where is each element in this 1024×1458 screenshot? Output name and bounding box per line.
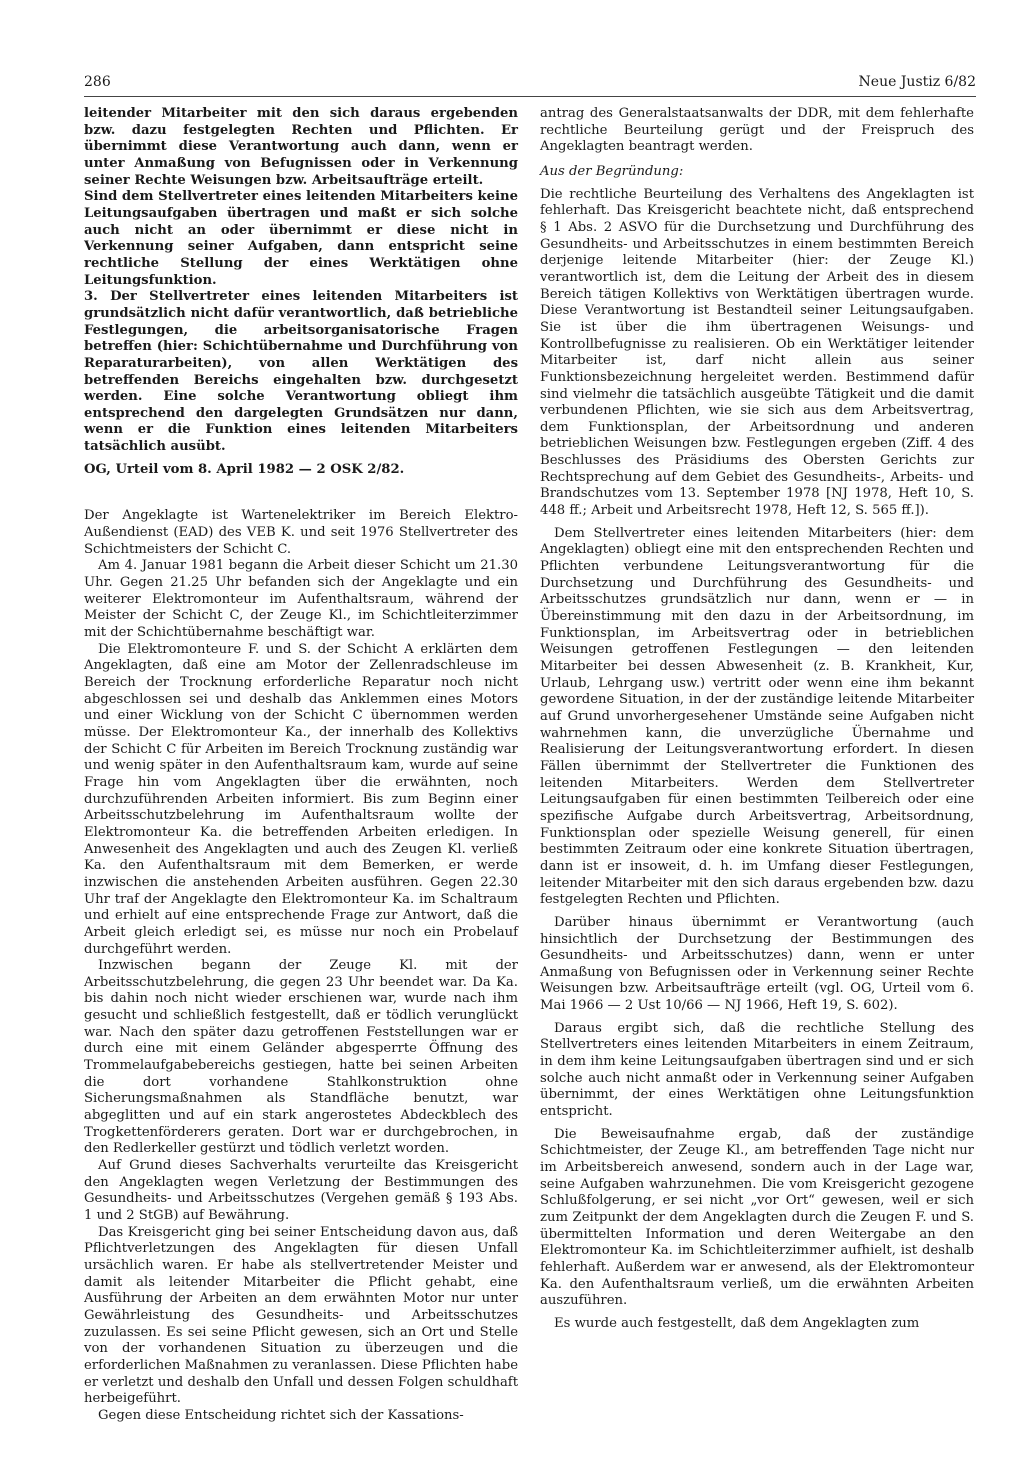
section-subheading: Aus der Begründung: [540, 163, 684, 179]
journal-issue: Neue Justiz 6/82 [858, 74, 976, 90]
body-paragraph: Der Angeklagte ist Wartenelektriker im Bereich Elektro-Außendienst (EAD) des VEB K. und seit 1976 Stellvertreter des Schichtmeisters der Schicht C. [84, 508, 518, 557]
body-paragraph: Gegen diese Entscheidung richtet sich der Kassations- [98, 1407, 464, 1423]
body-paragraph: Darüber hinaus übernimmt er Verantwortung (auch hinsichtlich der Durchsetzung der Bestimmungen des Gesundheits- und Arbeitsschutzes) dann, wenn er unter Anmaßung von Befugnissen oder in Verkennung seiner Rechte Weisungen bzw. Arbeitsaufträge erteilt (vgl. OG, Urteil vom 6. Mai 1966 — 2 Ust 10/66 — NJ 1966, Heft 19, S. 602). [540, 914, 974, 1014]
body-paragraph: Dem Stellvertreter eines leitenden Mitarbeiters (hier: dem Angeklagten) obliegt eine mit den entsprechenden Rechten und Pflichten verbundene Leitungsverantwortung für die Durchsetzung und Durchführung des Gesundheits- und Arbeitsschutzes grundsätzlich nur dann, wenn er — in Übereinstimmung mit den dazu in der Arbeitsordnung, im Funktionsplan, im Arbeitsvertrag oder in betrieblichen Weisungen getroffenen Festlegungen — den leitenden Mitarbeiter bei dessen Abwesenheit (z. B. Krankheit, Kur, Urlaub, Lehrgang usw.) vertritt oder wenn eine ihm bekannt gewordene Situation, in der der zuständige leitende Mitarbeiter auf Grund unvorhergesehener Umstände seine Aufgaben nicht wahrnehmen kann, die unverzügliche Übernahme und Realisierung der Leitungsverantwortung erfordert. In diesen Fällen übernimmt der Stellvertreter die Funktionen des leitenden Mitarbeiters. Werden dem Stellvertreter Leitungsaufgaben für einen bestimmten Teilbereich oder eine spezifische Aufgabe durch Arbeitsvertrag, Arbeitsordnung, Funktionsplan oder spezielle Weisung generell, für einen bestimmten Zeitraum oder eine konkrete Situation übertragen, dann ist er insoweit, d. h. im Umfang dieser Festlegungen, leitender Mitarbeiter mit den sich daraus ergebenden bzw. dazu festgelegten Rechten und Pflichten. [540, 525, 974, 908]
headnote-paragraph: Sind dem Stellvertreter eines leitenden Mitarbeiters keine Leitungsaufgaben übertragen und maßt er sich solche auch nicht an oder übernimmt er diese nicht in Verkennung seiner Aufgaben, dann entspricht seine rechtliche Stellung der eines Werktätigen ohne Leitungsfunktion. [84, 189, 519, 288]
body-paragraph: Auf Grund dieses Sachverhalts verurteilte das Kreisgericht den Angeklagten wegen Verletzung der Bestimmungen des Gesundheits- und Arbeitsschutzes (Vergehen gemäß § 193 Abs. 1 und 2 StGB) auf Bewährung. [84, 1158, 518, 1223]
section-gap [84, 478, 518, 508]
body-paragraph: Die Beweisaufnahme ergab, daß der zuständige Schichtmeister, der Zeuge Kl., am betreffenden Tage nicht nur im Arbeitsbereich anwesend, sondern auch in der Lage war, seine Aufgaben wahrzunehmen. Die vom Kreisgericht gezogene Schlußfolgerung, er sei nicht „vor Ort“ gewesen, weil er sich zum Zeitpunkt der dem Angeklagten durch die Zeugen F. und S. übermittelten Information und deren Weitergabe an den Elektromonteur Ka. im Schichtleiterzimmer aufhielt, ist deshalb fehlerhaft. Außerdem war er anwesend, als der Elektromonteur Ka. den Aufenthaltsraum verließ, um die erwähnten Arbeiten auszuführen. [540, 1126, 974, 1309]
header-rule [84, 96, 976, 97]
facts-text [84, 508, 518, 1424]
page-header [84, 74, 976, 94]
headnote [84, 106, 518, 478]
right-column [540, 106, 974, 1333]
body-paragraph: Es wurde auch festgestellt, daß dem Angeklagten zum [554, 1315, 920, 1331]
headnote-paragraph: leitender Mitarbeiter mit den sich daraus ergebenden bzw. dazu festgelegten Rechten und Pflichten. Er übernimmt diese Verantwortung auch dann, wenn er unter Anmaßung von Befugnissen oder in Verkennung seiner Rechte Weisungen bzw. Arbeitsaufträge erteilt. [84, 106, 518, 188]
body-paragraph: Das Kreisgericht ging bei seiner Entscheidung davon aus, daß Pflichtverletzungen des Angeklagten für diesen Unfall ursächlich waren. Er habe als stellvertretender Meister und damit als leitender Mitarbeiter die Pflicht gehabt, eine Ausführung der Arbeiten an dem erwähnten Motor nur unter Gewährleistung des Gesundheits- und Arbeitsschutzes zuzulassen. Es sei seine Pflicht gewesen, sich an Ort und Stelle von der vorhandenen Situation zu überzeugen und die erforderlichen Maßnahmen zu veranlassen. Diese Pflichten habe er verletzt und deshalb den Unfall und dessen Folgen schuldhaft herbeigeführt. [84, 1224, 518, 1407]
left-column [84, 106, 518, 1425]
body-paragraph: Die Elektromonteure F. und S. der Schicht A erklärten dem Angeklagten, daß eine am Motor der Zellenradschleuse im Bereich der Trocknung erforderliche Reparatur noch nicht abgeschlossen sei und deshalb das Anklemmen eines Motors und einer Wicklung von der Schicht C übernommen werden müsse. Der Elektromonteur Ka., der innerhalb des Kollektivs der Schicht C für Arbeiten im Bereich Trocknung zuständig war und wenig später in den Aufenthaltsraum kam, wurde auf seine Frage hin vom Angeklagten über die erwähnten, noch durchzuführenden Arbeiten informiert. Bis zum Beginn einer Arbeitsschutzbelehrung im Aufenthaltsraum wollte der Elektromonteur Ka. die betreffenden Arbeiten erledigen. In Anwesenheit des Angeklagten und auch des Zeugen Kl. verließ Ka. den Aufenthaltsraum mit dem Bemerken, er werde inzwischen die anstehenden Arbeiten ausführen. Gegen 22.30 Uhr traf der Angeklagte den Elektromonteur Ka. im Schaltraum und erhielt auf eine entsprechende Frage zur Antwort, daß die Arbeit gleich erledigt sei, es müsse nur noch ein Probelauf durchgeführt werden. [84, 641, 518, 957]
case-citation: OG, Urteil vom 8. April 1982 — 2 OSK 2/82. [84, 461, 405, 477]
document-page [84, 70, 976, 1440]
body-paragraph: Inzwischen begann der Zeuge Kl. mit der Arbeitsschutzbelehrung, die gegen 23 Uhr beendet war. Da Ka. bis dahin noch nicht wieder erschienen war, wurde nach ihm gesucht und schließlich festgestellt, daß er tödlich verunglückt war. Nach den später dazu getroffenen Feststellungen war er durch eine mit einem Geländer abgesperrte Öffnung des Trommelaufgabebereichs gestiegen, hatte bei seinen Arbeiten die dort vorhandene Stahlkonstruktion ohne Sicherungsmaßnahmen als Standfläche benutzt, war abgeglitten und auf ein stark angerostetes Abdeckblech des Trogkettenförderers geraten. Dort war er durchgebrochen, in den Redlerkeller gestürzt und tödlich verletzt worden. [84, 958, 518, 1157]
reasoning-text [540, 106, 974, 1333]
page-number: 286 [84, 74, 111, 90]
body-paragraph: Daraus ergibt sich, daß die rechtliche Stellung des Stellvertreters eines leitenden Mitarbeiters in einem Zeitraum, in dem ihm keine Leitungsaufgaben übertragen sind und er sich solche auch nicht anmaßt oder in Verkennung seiner Aufgaben übernimmt, der eines Werktätigen ohne Leitungsfunktion entspricht. [540, 1020, 974, 1120]
headnote-paragraph: 3. Der Stellvertreter eines leitenden Mitarbeiters ist grundsätzlich nicht dafür verantwortlich, daß betriebliche Festlegungen, die arbeitsorganisatorische Fragen betreffen (hier: Schichtübernahme und Durchführung von Reparaturarbeiten), von allen Werktätigen des betreffenden Bereichs eingehalten bzw. durchgesetzt werden. Eine solche Verantwortung obliegt ihm entsprechend den dargelegten Grundsätzen nur dann, wenn er die Funktion eines leitenden Mitarbeiters tatsächlich ausübt. [84, 289, 518, 455]
body-paragraph: antrag des Generalstaatsanwalts der DDR, mit dem fehlerhafte rechtliche Beurteilung gerügt und der Freispruch des Angeklagten beantragt werden. [540, 106, 974, 155]
body-paragraph: Die rechtliche Beurteilung des Verhaltens des Angeklagten ist fehlerhaft. Das Kreisgericht beachtete nicht, daß entsprechend § 1 Abs. 2 ASVO für die Durchsetzung und Durchführung des Gesundheits- und Arbeitsschutzes in einem bestimmten Bereich derjenige leitende Mitarbeiter (hier: der Zeuge Kl.) verantwortlich ist, dem die Leitung der Arbeit des in diesem Bereich tätigen Kollektivs von Werktätigen übertragen wurde. Diese Verantwortung ist Bestandteil seiner Leitungsaufgaben. Sie ist über die ihm übertragenen Weisungs- und Kontrollbefugnisse zu realisieren. Ob ein Werktätiger leitender Mitarbeiter ist, darf nicht allein aus seiner Funktionsbezeichnung hergeleitet werden. Bestimmend dafür sind vielmehr die tatsächlich ausgeübte Tätigkeit und die damit verbundenen Pflichten, wie sie sich aus dem Arbeitsvertrag, dem Funktionsplan, der Arbeitsordnung und anderen betrieblichen Weisungen bzw. Festlegungen ergeben (Ziff. 4 des Beschlusses des Präsidiums des Obersten Gerichts zur Rechtsprechung auf dem Gebiet des Gesundheits-, Arbeits- und Brandschutzes vom 13. September 1978 [NJ 1978, Heft 10, S. 448 ff.; Arbeit und Arbeitsrecht 1978, Heft 12, S. 565 ff.]). [540, 186, 974, 519]
body-paragraph: Am 4. Januar 1981 begann die Arbeit dieser Schicht um 21.30 Uhr. Gegen 21.25 Uhr befanden sich der Angeklagte und ein weiterer Elektromonteur im Aufenthaltsraum, während der Meister der Schicht C, der Zeuge Kl., im Schichtleiterzimmer mit der Schichtübernahme beschäftigt war. [84, 558, 518, 641]
